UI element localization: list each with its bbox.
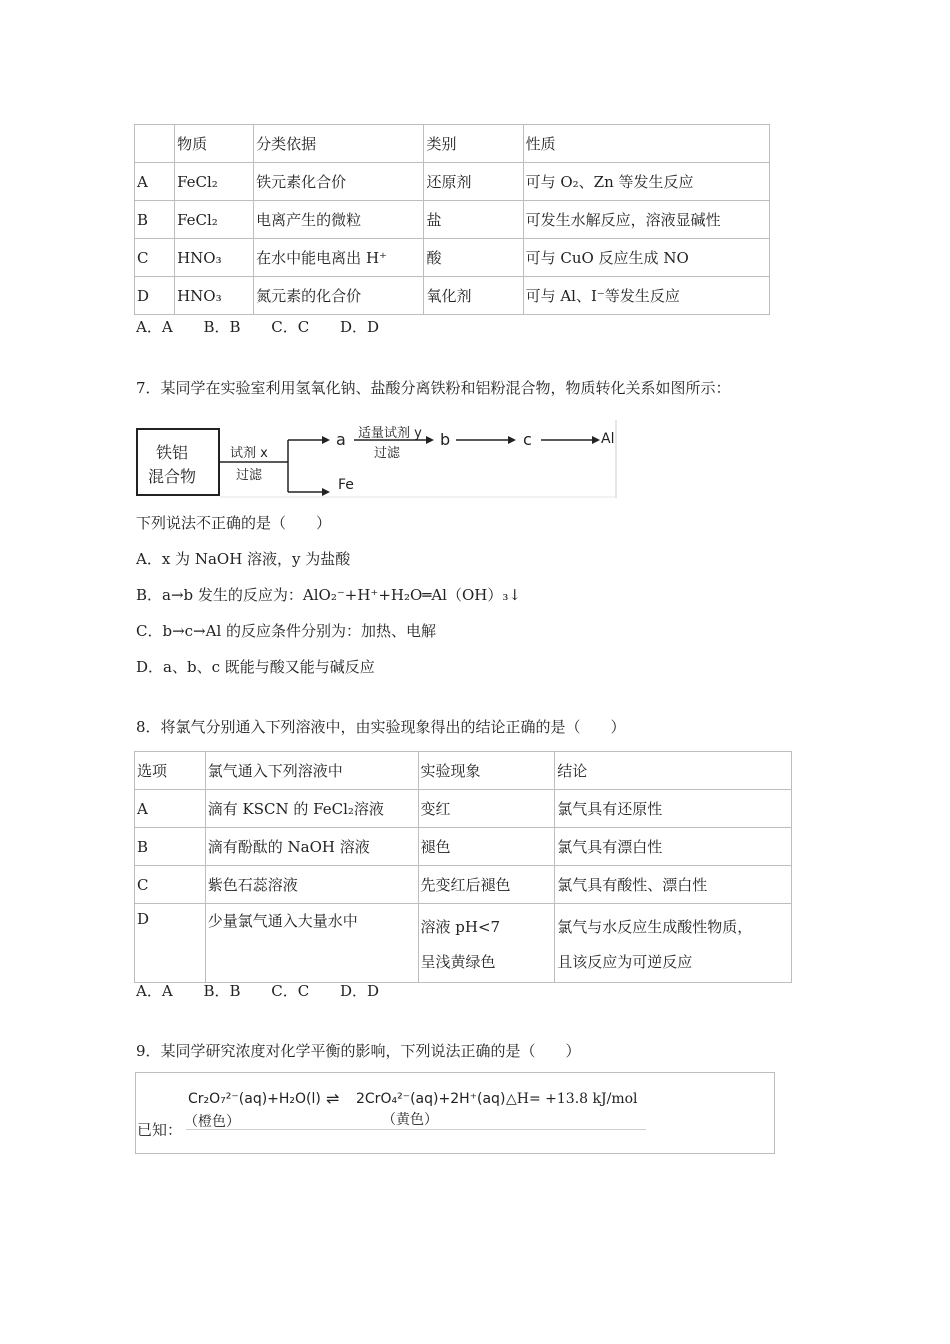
table-cell: 滴有酚酞的 NaOH 溶液: [205, 828, 418, 866]
table-cell: [418, 904, 555, 983]
table-cell: 氧化剂: [424, 277, 523, 315]
table-cell: C: [135, 239, 175, 277]
node-c: c: [523, 430, 532, 449]
table-cell: 盐: [424, 201, 523, 239]
table-row: [135, 790, 792, 828]
choice-c[interactable]: C．C: [271, 982, 310, 1000]
equation-right: 2CrO₄²⁻(aq)+2H⁺(aq): [356, 1091, 506, 1107]
equation-underline: [186, 1129, 646, 1130]
table-cell: HNO₃: [175, 239, 254, 277]
q6-table: [134, 124, 770, 315]
table-cell: 氯气具有漂白性: [555, 828, 792, 866]
table-cell: [555, 904, 792, 983]
q7-option-b[interactable]: B．a→b 发生的反应为：AlO₂⁻+H⁺+H₂O═Al（OH）₃↓: [136, 586, 521, 604]
phenomenon-line: 溶液 pH<7: [420, 918, 501, 936]
choice-c[interactable]: C．C: [271, 318, 310, 336]
table-header-row: [135, 752, 792, 790]
table-header-cell: 物质: [175, 125, 254, 163]
q8-stem: 8．将氯气分别通入下列溶液中，由实验现象得出的结论正确的是（ ）: [136, 718, 626, 736]
q7-option-c[interactable]: C．b→c→Al 的反应条件分别为：加热、电解: [136, 622, 437, 640]
q9-known-box: [135, 1072, 775, 1154]
table-cell: 紫色石蕊溶液: [205, 866, 418, 904]
q7-stem: 7．某同学在实验室利用氢氧化钠、盐酸分离铁粉和铝粉混合物，物质转化关系如图所示：: [136, 379, 731, 397]
table-cell: 可与 Al、I⁻等发生反应: [523, 277, 769, 315]
table-cell: C: [135, 866, 206, 904]
table-cell: A: [135, 163, 175, 201]
q7-option-d[interactable]: D．a、b、c 既能与酸又能与碱反应: [136, 658, 375, 676]
table-cell: 滴有 KSCN 的 FeCl₂溶液: [205, 790, 418, 828]
table-cell: B: [135, 828, 206, 866]
mixture-label-line2: 混合物: [148, 467, 197, 486]
node-a: a: [336, 430, 346, 449]
table-cell: D: [135, 904, 206, 983]
table-cell: 可与 CuO 反应生成 NO: [523, 239, 769, 277]
table-cell: B: [135, 201, 175, 239]
delta-h: △H= +13.8 kJ/mol: [506, 1091, 638, 1107]
table-cell: 还原剂: [424, 163, 523, 201]
reagent-y-label: 适量试剂 y: [358, 426, 422, 441]
table-cell: FeCl₂: [175, 201, 254, 239]
table-cell: 少量氯气通入大量水中: [205, 904, 418, 983]
choice-b[interactable]: B．B: [203, 982, 241, 1000]
q8-choices: [136, 980, 405, 1001]
table-cell: 在水中能电离出 H⁺: [254, 239, 424, 277]
arrowhead-icon: [592, 436, 600, 444]
table-cell: 氮元素的化合价: [254, 277, 424, 315]
arrowhead-icon: [426, 436, 434, 444]
node-b: b: [440, 430, 451, 449]
mixture-label-line1: 铁铝: [156, 443, 189, 462]
equilibrium-arrow-icon: ⇌: [326, 1089, 340, 1108]
table-row: [135, 866, 792, 904]
q7-flow-diagram: [136, 420, 618, 498]
q6-choices: [136, 316, 405, 337]
table-header-cell: 实验现象: [418, 752, 555, 790]
table-header-cell: 类别: [424, 125, 523, 163]
filter-label: 过滤: [236, 468, 263, 483]
table-cell: 氯气具有还原性: [555, 790, 792, 828]
table-row: [135, 239, 770, 277]
node-fe: Fe: [338, 477, 354, 493]
table-cell: 先变红后褪色: [418, 866, 555, 904]
q7-prompt: 下列说法不正确的是（ ）: [136, 514, 332, 532]
arrowhead-icon: [508, 436, 516, 444]
table-cell: 可发生水解反应，溶液显碱性: [523, 201, 769, 239]
table-header-cell: 选项: [135, 752, 206, 790]
conclusion-line: 且该反应为可逆反应: [557, 953, 693, 971]
table-cell: 铁元素化合价: [254, 163, 424, 201]
q9-stem: 9．某同学研究浓度对化学平衡的影响，下列说法正确的是（ ）: [136, 1042, 581, 1060]
color-label-orange: （橙色）: [184, 1114, 240, 1130]
color-label-yellow: （黄色）: [382, 1112, 438, 1128]
table-row: [135, 201, 770, 239]
choice-b[interactable]: B．B: [203, 318, 241, 336]
reagent-x-label: 试剂 x: [230, 446, 268, 461]
choice-d[interactable]: D．D: [340, 982, 380, 1000]
conclusion-line: 氯气与水反应生成酸性物质，: [557, 918, 753, 936]
table-header-cell: 性质: [523, 125, 769, 163]
q7-option-a[interactable]: A．x 为 NaOH 溶液，y 为盐酸: [136, 550, 351, 568]
table-row: [135, 277, 770, 315]
table-header-cell: 氯气通入下列溶液中: [205, 752, 418, 790]
table-cell: D: [135, 277, 175, 315]
choice-a[interactable]: A．A: [136, 318, 173, 336]
phenomenon-line: 呈浅黄绿色: [420, 953, 496, 971]
node-al: Al: [601, 431, 615, 447]
filter-label: 过滤: [374, 446, 401, 461]
table-cell: 可与 O₂、Zn 等发生反应: [523, 163, 769, 201]
equation-left: Cr₂O₇²⁻(aq)+H₂O(l): [188, 1091, 321, 1107]
arrowhead-icon: [322, 436, 330, 444]
known-label: 已知：: [137, 1121, 183, 1139]
table-row: [135, 904, 792, 983]
table-cell: 电离产生的微粒: [254, 201, 424, 239]
arrowhead-icon: [322, 488, 330, 496]
table-cell: FeCl₂: [175, 163, 254, 201]
table-cell: A: [135, 790, 206, 828]
table-cell: 酸: [424, 239, 523, 277]
table-cell: 氯气具有酸性、漂白性: [555, 866, 792, 904]
table-row: [135, 163, 770, 201]
table-cell: HNO₃: [175, 277, 254, 315]
table-cell: 褪色: [418, 828, 555, 866]
q8-table: [134, 751, 792, 983]
table-header-row: [135, 125, 770, 163]
choice-a[interactable]: A．A: [136, 982, 173, 1000]
table-cell: 变红: [418, 790, 555, 828]
table-header-cell: [135, 125, 175, 163]
table-header-cell: 分类依据: [254, 125, 424, 163]
table-row: [135, 828, 792, 866]
choice-d[interactable]: D．D: [340, 318, 380, 336]
table-header-cell: 结论: [555, 752, 792, 790]
